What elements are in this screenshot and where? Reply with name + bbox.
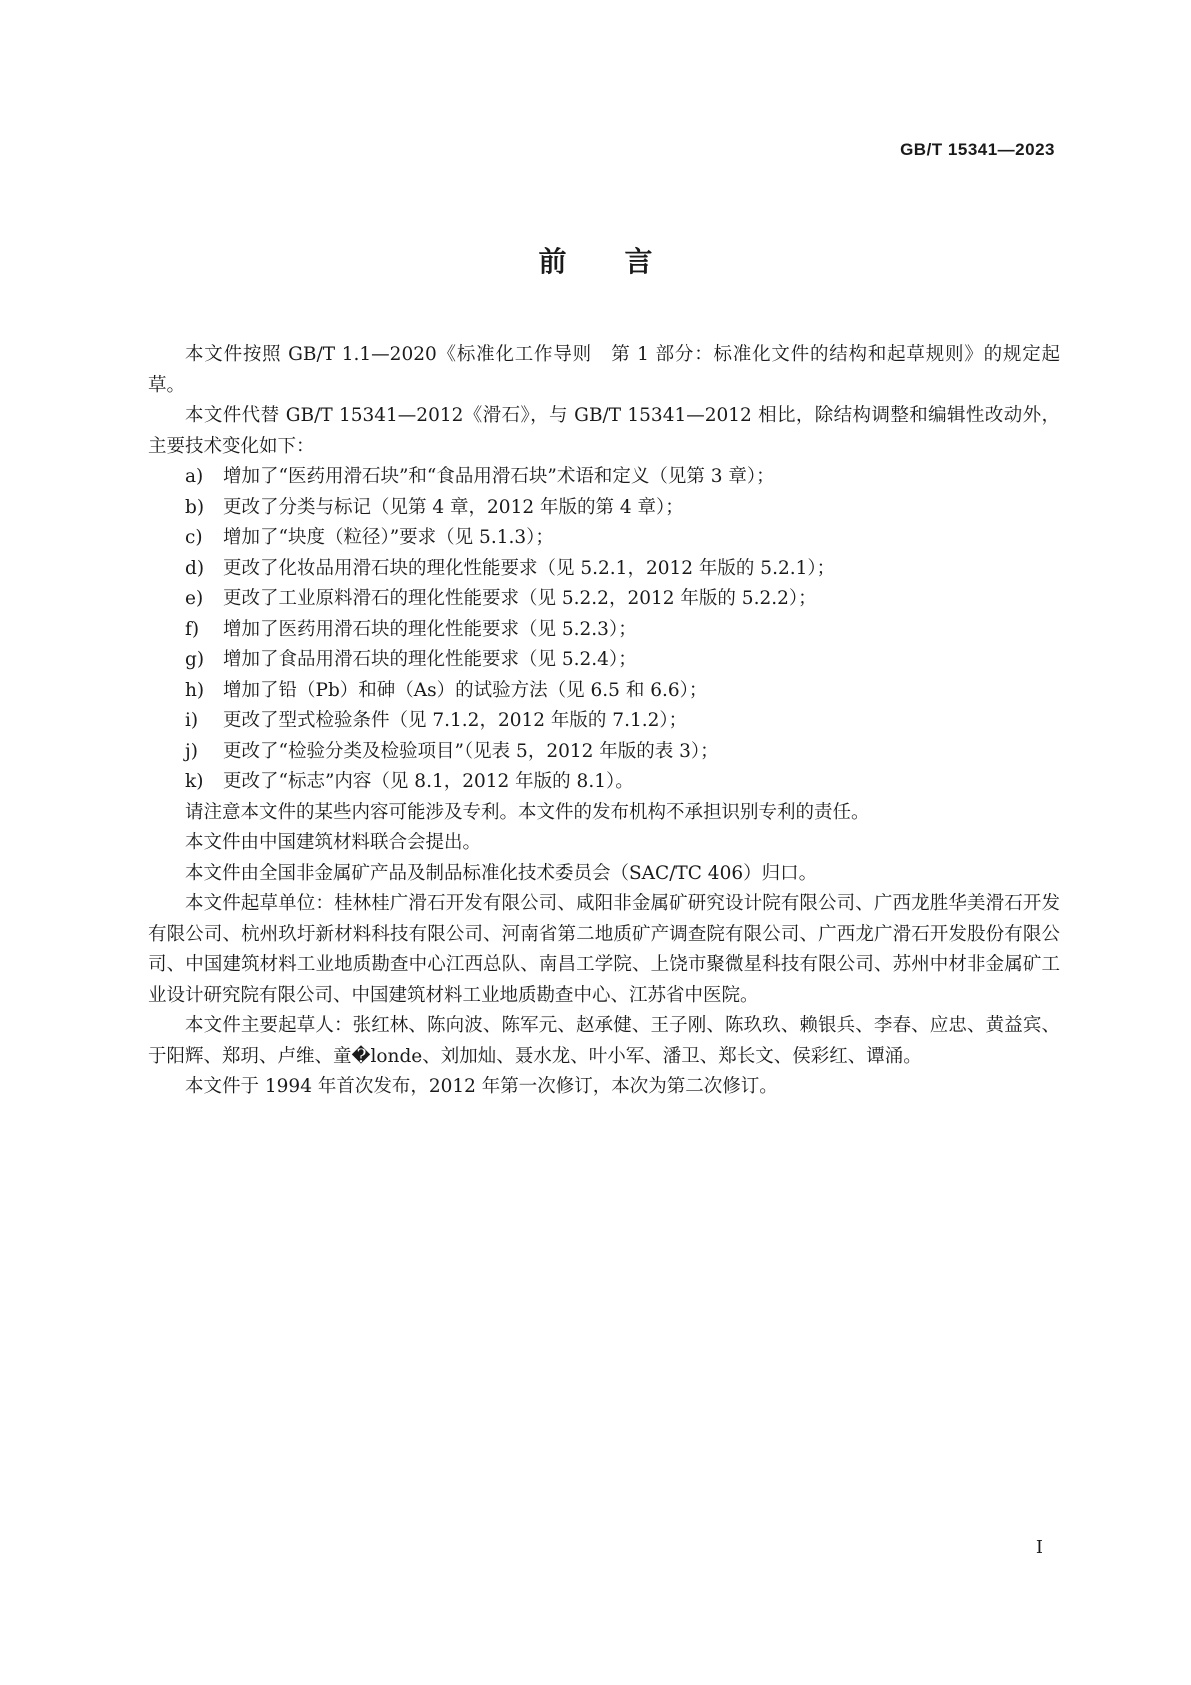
paragraph-technical-committee: 本文件由全国非金属矿产品及制品标准化技术委员会（SAC/TC 406）归口。 <box>185 862 818 884</box>
list-item <box>148 645 1060 676</box>
list-item-label: g) <box>185 649 205 670</box>
list-item <box>148 737 1060 768</box>
list-item-label: f) <box>185 618 200 640</box>
list-item <box>148 767 1060 798</box>
list-item-label: h) <box>185 679 205 701</box>
page-number: I <box>1035 1537 1043 1558</box>
list-item-label: k) <box>185 771 204 792</box>
paragraph-replacement: 本文件代替 GB/T 15341—2012《滑石》，与 GB/T 15341—2012 相比，除结构调整和编辑性改动外，主要技术变化如下： <box>148 405 1060 457</box>
list-item <box>148 493 1060 524</box>
list-item <box>148 523 1060 554</box>
preface-body <box>148 340 1060 1103</box>
paragraph-drafting-rules: 本文件按照 GB/T 1.1—2020《标准化工作导则 第 1 部分：标准化文件的结构和起草规则》的规定起草。 <box>148 344 1060 396</box>
list-item-text: 更改了“检验分类及检验项目”（见表 5，2012 年版的表 3）； <box>223 740 719 762</box>
list-item-text: 更改了化妆品用滑石块的理化性能要求（见 5.2.1，2012 年版的 5.2.1）； <box>223 557 836 579</box>
paragraph-proposer: 本文件由中国建筑材料联合会提出。 <box>185 832 482 853</box>
list-item-text: 增加了“医药用滑石块”和“食品用滑石块”术语和定义（见第 3 章）； <box>223 466 775 487</box>
paragraph-patent-notice: 请注意本文件的某些内容可能涉及专利。本文件的发布机构不承担识别专利的责任。 <box>185 801 870 823</box>
paragraph-drafters: 本文件主要起草人：张红林、陈向波、陈军元、赵承健、王子刚、陈玖玖、赖银兵、李春、应忠、黄益宾、于阳辉、郑玥、卢维、童�londe、刘加灿、聂水龙、叶小军、潘卫、郑长文、侯彩红、谭涌。 <box>148 1015 1060 1067</box>
list-item <box>148 462 1060 493</box>
list-item-text: 增加了食品用滑石块的理化性能要求（见 5.2.4）； <box>223 649 637 670</box>
list-item-text: 更改了工业原料滑石的理化性能要求（见 5.2.2，2012 年版的 5.2.2）； <box>223 588 817 609</box>
list-item-text: 增加了医药用滑石块的理化性能要求（见 5.2.3）； <box>223 618 637 640</box>
list-item-text: 增加了铅（Pb）和砷（As）的试验方法（见 6.5 和 6.6）； <box>223 679 708 701</box>
list-item <box>148 676 1060 707</box>
list-item-label: i) <box>185 710 199 731</box>
list-item-text: 更改了“标志”内容（见 8.1，2012 年版的 8.1）。 <box>223 771 634 792</box>
list-item-label: d) <box>185 557 205 579</box>
changes-list <box>148 462 1060 798</box>
list-item <box>148 584 1060 615</box>
list-item-text: 更改了分类与标记（见第 4 章，2012 年版的第 4 章）； <box>223 496 684 518</box>
list-item <box>148 615 1060 646</box>
list-item-text: 更改了型式检验条件（见 7.1.2，2012 年版的 7.1.2）； <box>223 710 688 731</box>
list-item-text: 增加了“块度（粒径）”要求（见 5.1.3）； <box>223 527 554 548</box>
list-item-label: b) <box>185 496 205 518</box>
paragraph-drafting-units: 本文件起草单位：桂林桂广滑石开发有限公司、咸阳非金属矿研究设计院有限公司、广西龙胜华美滑石开发有限公司、杭州玖圩新材料科技有限公司、河南省第二地质矿产调查院有限公司、广西龙广滑石开发股份有限公司、中国建筑材料工业地质勘查中心江西总队、南昌工学院、上饶市聚微星科技有限公司、苏州中材非金属矿工业设计研究院有限公司、中国建筑材料工业地质勘查中心、江苏省中医院。 <box>148 893 1060 1006</box>
list-item-label: c) <box>185 527 203 548</box>
page-title: 前言 <box>538 245 711 278</box>
list-item <box>148 706 1060 737</box>
list-item-label: j) <box>185 740 198 762</box>
list-item <box>148 554 1060 585</box>
list-item-label: e) <box>185 588 204 609</box>
standard-code: GB/T 15341—2023 <box>900 140 1055 159</box>
paragraph-publication-history: 本文件于 1994 年首次发布，2012 年第一次修订，本次为第二次修订。 <box>185 1076 778 1097</box>
list-item-label: a) <box>185 466 204 487</box>
